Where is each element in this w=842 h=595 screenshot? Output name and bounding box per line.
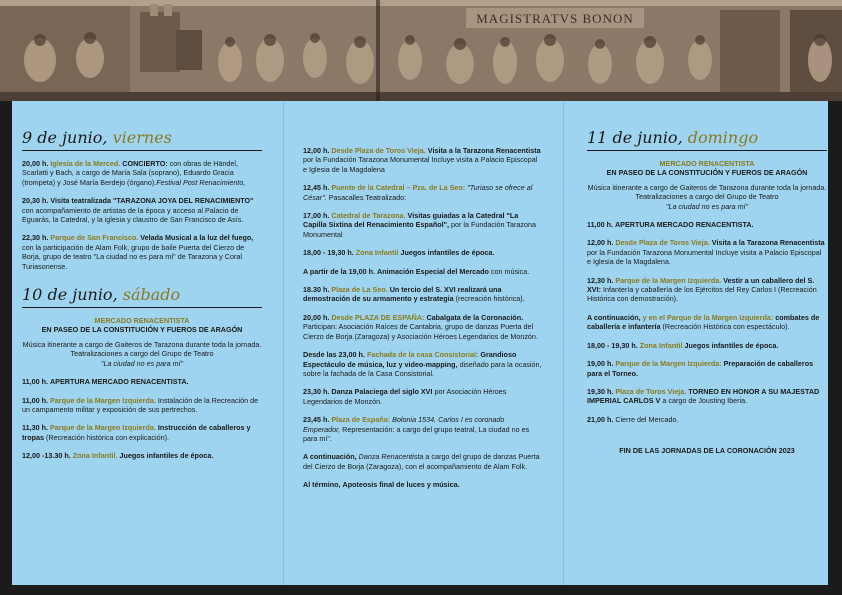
schedule-entry [303, 452, 543, 471]
schedule-entry [303, 387, 543, 406]
entry-time: 23,45 h. [303, 415, 330, 425]
entry-time: 18.30 h. [303, 285, 330, 295]
entry-time: 17,00 h. [303, 211, 330, 221]
fold-line [563, 101, 564, 585]
entry-text: con obras de Händel, Scarlatti y Bach, a cargo de María Sala (soprano), Eduardo Gracia (trompeta) y José María Berdejo (órgano). [22, 159, 239, 187]
schedule-entry [303, 480, 543, 489]
entry-time: 11,00 h. [22, 395, 48, 405]
entry-place: y en el Parque de la Margen Izquierda: [642, 312, 774, 322]
entry-time: 12,00 h. [587, 238, 614, 248]
entry-time: 23,30 h. [303, 387, 330, 397]
entry-place: Parque de la Margen Izquierda. [49, 395, 156, 405]
market-title: MERCADO RENACENTISTA [94, 316, 190, 326]
entry-time: 20,00 h. [22, 159, 49, 168]
schedule-entry [303, 267, 543, 276]
entry-text: Infantería y caballería de los Ejércitos del Rey Carlos I (Recreación Histórica con demostración). [587, 285, 817, 304]
entry-place: Plaza de Toros Vieja. [615, 386, 687, 396]
entry-highlight: Juegos infantiles de época. [684, 340, 779, 350]
entry-place: Zona Infantil. [72, 451, 118, 461]
day-month: de junio, [607, 128, 688, 147]
entry-time: 20,00 h. [303, 312, 330, 322]
entry-time: 11,00 h. [587, 220, 613, 230]
entry-time: 12,00 h. [303, 146, 330, 155]
entry-time: 12,30 h. [587, 275, 614, 285]
entry-time: 21,00 h. [587, 414, 614, 424]
entry-text: Cierre del Mercado. [615, 414, 679, 424]
entry-highlight: Instrucción de caballeros y tropas [22, 423, 251, 442]
day-month: de junio, [42, 285, 123, 305]
day-heading-10 [22, 285, 262, 305]
schedule-entry [303, 285, 543, 304]
schedule-entry [303, 146, 543, 174]
schedule-entry [587, 313, 827, 332]
entry-place: Zona Infantil [355, 248, 399, 258]
entry-text: Representación: [340, 424, 395, 434]
entry-place: Iglesia de la Merced. [50, 159, 121, 168]
entry-highlight: Visitas guiadas a la Catedral "La Capilla Sixtina del Renacimiento Español", [303, 211, 519, 230]
entry-time: Desde las 23,00 h. [303, 350, 365, 360]
entry-italic: Festival Post Renacimiento, [156, 177, 246, 187]
entry-place: Parque de la Margen Izquierda. [49, 423, 156, 433]
day-number: 9 [22, 128, 33, 147]
schedule-entry [22, 451, 262, 460]
entry-text: (Recreación histórica con explicación). [45, 432, 170, 442]
day-month: de junio, [32, 128, 113, 147]
entry-place: Desde PLAZA DE ESPAÑA: [331, 312, 425, 322]
entry-text: con la participación de Alam Folk, grupo de baile Puerta del Cierzo de Borja, grupo de teatro "La ciudad no es para mí" de Tarazona y Coral Turiasonense. [22, 242, 245, 271]
entry-time: 19,00 h. [587, 359, 614, 369]
entry-text: a cargo de Jousting Iberia. [662, 396, 748, 406]
entry-highlight: Apoteosis final de luces y música. [342, 480, 460, 490]
schedule-entry [22, 159, 262, 187]
schedule-entry [303, 183, 543, 202]
schedule-entry [22, 196, 262, 224]
schedule-entry [303, 211, 543, 239]
entry-place: Parque de la Margen Izquierda. [615, 275, 722, 285]
entry-highlight: Un tercio del S. XVI realizará una demostración de su armamento y estrategia [303, 285, 502, 304]
entry-text: por la Fundación Tarazona Monumental [303, 220, 536, 239]
entry-text: Pasacalles Teatralizado: [326, 192, 407, 202]
entry-place: Catedral de Tarazona. [331, 211, 406, 221]
entry-highlight: Visita teatralizada "TARAZONA JOYA DEL RENACIMIENTO" [50, 196, 254, 206]
day-number: 10 [22, 285, 43, 305]
entry-time: 22,30 h. [22, 233, 49, 243]
day-name: domingo [687, 128, 759, 147]
entry-text: diseñado para la ocasión, sobre la fachada de la Casa Consistorial. [303, 359, 542, 378]
entry-time: 18,00 - 19,30 h. [303, 248, 354, 258]
entry-time: A continuación, [587, 312, 641, 322]
market-group: "La ciudad no es para mí" [100, 358, 184, 368]
market-description: Música itinerante a cargo de Gaiteros de Tarazona durante toda la jornada. Teatralizaciones a cargo del Grupo de Teatro [587, 182, 827, 202]
market-group: "La ciudad no es para mí" [665, 201, 749, 211]
entry-text: con música. [490, 266, 530, 276]
schedule-entry [22, 396, 262, 415]
entry-highlight: APERTURA MERCADO RENACENTISTA. [614, 220, 754, 230]
entry-highlight: APERTURA MERCADO RENACENTISTA. [49, 377, 189, 387]
entry-time: 11,00 h. [22, 377, 48, 387]
entry-place: Parque de San Francisco. [50, 233, 139, 243]
entry-text: a cargo del grupo teatral, La ciudad no es para mí". [303, 424, 530, 443]
entry-highlight: Cabalgata de la Coronación. [426, 312, 524, 322]
entry-time: 11,30 h. [22, 423, 48, 433]
entry-highlight: Visita a la Tarazona Renacentista [427, 146, 541, 155]
entry-highlight: Juegos infantiles de época. [119, 451, 214, 461]
day-number: 11 [587, 128, 608, 147]
entry-time: A partir de la 19,00 h. [303, 266, 376, 276]
schedule-entry [587, 220, 827, 229]
entry-text: Participan: Asociación Raíces de Cantabria, grupo de danzas Puerta del Cierzo de Borja (Zaragoza) y Asociación Héroes Legendarios de Monzón. [303, 322, 538, 341]
entry-place: Plaza de La Seo. [331, 285, 388, 295]
entry-italic: Danza Renacentista [358, 452, 424, 462]
frieze-inscription: MAGISTRATVS BONON [476, 11, 634, 26]
schedule-entry [22, 423, 262, 442]
entry-time: 18,00 - 19,30 h. [587, 340, 638, 350]
entry-text: (recreación histórica). [455, 294, 525, 304]
entry-highlight: Visita a la Tarazona Renacentista [711, 238, 825, 248]
entry-highlight: Preparación de caballeros para el Torneo. [587, 359, 814, 378]
market-title: MERCADO RENACENTISTA [659, 159, 755, 168]
entry-italic: Bolonia 1534, Carlos I es coronado Emperador, [303, 415, 505, 434]
column-left [22, 128, 262, 470]
entry-text: por Asociación Héroes Legendarios de Monzón. [303, 387, 507, 406]
entry-time: 12,00 -13.30 h. [22, 451, 71, 461]
entry-place: Zona Infantil [639, 340, 683, 350]
market-subtitle: EN PASEO DE LA CONSTITUCIÓN Y FUEROS DE ARAGÓN [606, 168, 808, 178]
schedule-entry [303, 350, 543, 378]
entry-place: Plaza de España: [331, 415, 391, 425]
column-middle [303, 146, 543, 499]
entry-highlight: Juegos infantiles de época. [400, 248, 495, 258]
schedule-entry [587, 276, 827, 304]
entry-highlight: TORNEO EN HONOR A SU MAJESTAD IMPERIAL CARLOS V [587, 386, 820, 406]
entry-highlight: Vestir a un caballero del S. XVI: [587, 275, 815, 295]
entry-highlight: Animación Especial del Mercado [377, 266, 489, 276]
entry-text: con acompañamiento de artistas de la época y acceso al Palacio de Eguarás, la Catedral, y la iglesia y claustro de San Francisco de Asís. [22, 205, 244, 225]
entry-place: Fachada de la casa Consistorial: [366, 350, 479, 360]
schedule-entry [303, 415, 543, 443]
day-name: sábado [122, 285, 181, 305]
schedule-entry [587, 359, 827, 378]
entry-time: 12,45 h. [303, 183, 330, 193]
entry-italic: "Turiaso se ofrece al César". [303, 183, 533, 202]
market-subtitle: EN PASEO DE LA CONSTITUCIÓN Y FUEROS DE ARAGÓN [41, 325, 243, 335]
entry-highlight: Danza Palaciega del siglo XVI [331, 387, 433, 397]
entry-highlight: combates de caballería e infantería [587, 312, 820, 332]
entry-text: (Recreación Histórica con espectáculo). [662, 322, 790, 332]
schedule-entry [587, 341, 827, 350]
schedule-entry [303, 313, 543, 341]
entry-place: Desde Plaza de Toros Vieja. [615, 238, 710, 248]
schedule-entry [587, 238, 827, 266]
stone-frieze-banner [0, 0, 842, 101]
schedule-entry [22, 233, 262, 271]
day-underline [22, 307, 262, 308]
entry-place: Puente de la Catedral – Pza. de La Seo: [331, 183, 466, 193]
entry-place: Parque de la Margen Izquierda: [615, 359, 722, 369]
entry-highlight: Grandioso Espectáculo de música, luz y video-mapping, [303, 350, 517, 369]
schedule-entry [303, 248, 543, 257]
entry-time: 20,30 h. [22, 196, 49, 206]
entry-text: Instalación de la Recreación de un campamento militar y exposición de sus pertrechos. [22, 395, 259, 414]
entry-text: por la Fundación Tarazona Monumental Incluye visita a Palacio Episcopal e Iglesia de la Magdalena [303, 155, 538, 174]
day-underline [587, 150, 827, 151]
day-underline [22, 150, 262, 151]
entry-place: Desde Plaza de Toros Vieja. [331, 146, 426, 155]
entry-text: a cargo del grupo de danzas Puerta del Cierzo de Borja (Zaragoza), con el acompañamiento de Alam Folk. [303, 452, 540, 471]
entry-time: Al término, [303, 480, 341, 490]
schedule-entry [587, 387, 827, 406]
frieze-relief-image [0, 0, 842, 101]
column-right [587, 128, 827, 456]
entry-text: por la Fundación Tarazona Monumental Incluye visita a Palacio Episcopal e Iglesia de la Magdalena. [587, 247, 822, 267]
bottom-border [0, 585, 842, 595]
day-heading-11 [587, 128, 827, 148]
closing-line: FIN DE LAS JORNADAS DE LA CORONACIÓN 2023 [619, 446, 795, 456]
entry-time: A continuación, [303, 452, 357, 462]
entry-highlight: CONCIERTO: [122, 159, 168, 168]
fold-line [283, 101, 284, 585]
day-heading-9 [22, 128, 262, 148]
day-name: viernes [112, 128, 172, 147]
entry-time: 19,30 h. [587, 386, 614, 396]
market-description: Música itinerante a cargo de Gaiteros de Tarazona durante toda la jornada. Teatralizaciones a cargo del Grupo de Teatro [22, 339, 262, 359]
schedule-entry [22, 377, 262, 386]
schedule-entry [587, 415, 827, 424]
entry-highlight: Velada Musical a la luz del fuego, [140, 233, 254, 243]
